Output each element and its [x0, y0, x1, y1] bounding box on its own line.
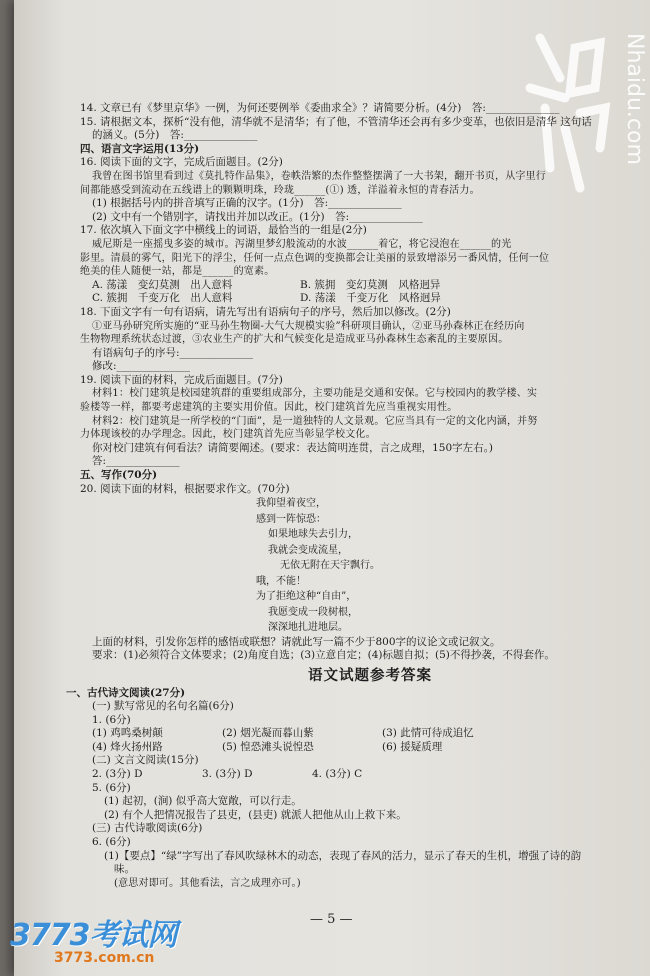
q16-material-2: 间都能感受到流动在五线谱上的颗颗明珠，玲珑______(①) 透，洋溢着永恒的青春活力。 — [80, 184, 480, 196]
question-14: 14. 文章已有《梦里京华》一例，为何还要例举《委曲求全》？请简要分析。(4分) 答:______________ — [80, 102, 560, 114]
section-5-heading: 五、写作(70分) — [80, 469, 158, 482]
option-c: C. 簇拥 千变万化 出人意料 — [92, 292, 233, 305]
logo-text: 3773考试网 — [10, 918, 177, 953]
option-a: A. 荡漾 变幻莫测 出人意料 — [92, 278, 233, 291]
section-4-heading: 四、语言文字运用(13分) — [80, 142, 200, 155]
q17-options-row2 — [80, 292, 600, 306]
question-15-line1: 15. 请根据文本，探析“没有他，清华就不是清华；有了他，不管清华还会再有多少变革，也依旧是清华 这句话 — [80, 115, 592, 128]
q17-material-3: 绝美的佳人随便一站，都是______的宽素。 — [80, 266, 275, 278]
answer-section-1: 一、古代诗文阅读(27分) — [66, 686, 186, 699]
document-body — [66, 102, 600, 890]
q16-sub-2: (2) 文中有一个错别字，请找出并加以改正。(1分) 答:______________ — [92, 210, 423, 223]
answer-sub-2: (二) 文言文阅读(15分) — [92, 754, 199, 767]
option-b: B. 簇拥 变幻莫测 风格迥异 — [300, 278, 441, 291]
q16-sub-1: (1) 根据括号内的拼音填写正确的汉字。(1分) 答:______________ — [92, 197, 402, 210]
answer-q4: 4. (3分) C — [312, 768, 363, 781]
page-number: — 5 — — [310, 912, 353, 927]
poem — [80, 496, 600, 636]
answer-item: (6) 援疑质理 — [382, 740, 443, 753]
q17-material-2: 影里。清晨的雾气，阳光下的浮尘，任何一点点色调的变换都会让美丽的景致增添另一番风情，任何一位 — [80, 252, 550, 264]
option-d: D. 荡漾 千变万化 风格迥异 — [300, 292, 441, 305]
answer-q6-note: (意思对即可。其他看法，言之成理亦可。) — [114, 877, 301, 889]
poem-line: 我愿变成一段树根， — [268, 606, 358, 618]
answer-q6-1b: 味。 — [114, 863, 135, 876]
poem-line: 感到一阵惊恐： — [256, 513, 326, 525]
q18-sub-2: 修改:______________ — [92, 360, 191, 373]
poem-line: 为了拒绝这种“自由”， — [256, 591, 357, 603]
q20-prompt: 上面的材料，引发你怎样的感悟或联想？请就此写一篇不少于800字的议论文或记叙文。 — [92, 635, 501, 648]
answer-item: (2) 烟光凝而暮山紫 — [222, 727, 314, 740]
poem-line: 我就会变成流星， — [268, 544, 348, 556]
answer-key-title: 语文试题参考答案 — [308, 666, 432, 684]
poem-line: 我仰望着夜空， — [256, 498, 326, 510]
q20-requirements: 要求：(1)必须符合文体要求；(2)角度自选；(3)立意自定；(4)标题自拟；(5)不得抄袭，不得套作。 — [92, 649, 555, 662]
answer-q5-1: (1) 起初，(涧) 似乎高大宽敞，可以行走。 — [104, 795, 302, 808]
q19-material-2a: 材料2：校门建筑是一所学校的“门面”，是一道独特的人文景观。它应当具有一定的文化内涵，并努 — [92, 415, 538, 427]
answer-q6: 6. (6分) — [92, 836, 131, 849]
poem-line: 深深地扎进地层。 — [268, 622, 348, 634]
poem-line: 哦，不能！ — [256, 575, 306, 587]
question-16: 16. 阅读下面的文字，完成后面题目。(2分) — [80, 156, 283, 169]
q16-material-1: 我曾在图书馆里看到过《莫扎特作品集》，卷帙浩繁的杰作整整摆满了一大书架，翻开书页，从字里行 — [92, 170, 546, 182]
q19-material-1a: 材料1：校门建筑是校园建筑群的重要组成部分，主要功能是交通和安保。它与校园内的教学楼、实 — [92, 388, 538, 400]
poem-line: 如果地球失去引力， — [268, 529, 358, 541]
question-20: 20. 阅读下面的材料，根据要求作文。(70分) — [80, 482, 290, 495]
q19-material-1b: 验楼等一样，都要考虑建筑的主要实用价值。因此，校门建筑首先应当重视实用性。 — [80, 402, 458, 414]
3773-logo — [10, 910, 177, 966]
q17-material-1: 威尼斯是一座摇曳多姿的城市。泻湖里梦幻般流动的水波______着它，将它浸泡在______的光 — [92, 238, 512, 250]
answer-sub-3: (三) 古代诗歌阅读(6分) — [92, 822, 203, 835]
q19-material-2b: 力体现该校的办学理念。因此，校门建筑首先应当彰显学校文化。 — [80, 429, 376, 441]
answer-q5: 5. (6分) — [92, 781, 131, 794]
q18-sub-1: 有语病句子的序号:______________ — [92, 346, 254, 359]
answer-item: (4) 烽火扬州路 — [92, 740, 163, 753]
answer-item: (5) 惶恐滩头说惶恐 — [222, 740, 314, 753]
answer-q1: 1. (6分) — [92, 713, 131, 726]
svg-text:Nhaidu.com: Nhaidu.com — [622, 33, 647, 165]
logo-url: 3773.com.cn — [54, 950, 155, 966]
q18-material-2: 生物物理系统状态过渡，③农业生产的扩大和气候变化是造成亚马孙森林生态紊乱的主要原因。 — [80, 334, 509, 346]
answer-item: (1) 鸡鸣桑树颠 — [92, 727, 163, 740]
answer-q1-grid — [80, 727, 600, 754]
answer-sub-1: (一) 默写常见的名句名篇(6分) — [92, 700, 234, 713]
q19-prompt: 你对校门建筑有何看法？请简要阐述。(要求：表达简明连贯，言之成理，150字左右。) — [92, 441, 493, 454]
answer-q6-1a: (1)【要点】“绿”字写出了春风吹绿林木的动态，表现了春风的活力，显示了春天的生机，增强了诗的韵 — [104, 849, 582, 862]
answer-item: (3) 此情可待成追忆 — [382, 727, 474, 740]
q17-options-row1 — [80, 279, 600, 293]
q19-answer: 答:______________ — [92, 455, 180, 468]
answer-q2-4 — [80, 768, 600, 782]
question-17: 17. 依次填入下面文字中横线上的词语，最恰当的一组是(2分) — [80, 224, 367, 237]
answer-q2: 2. (3分) D — [92, 768, 143, 781]
poem-line: 无依无附在天宇飘行。 — [280, 560, 380, 572]
q18-material-1: ①亚马孙研究所实施的“亚马孙生物圈-大气大规模实验”科研项目确认，②亚马孙森林正在经历向 — [92, 320, 525, 332]
answer-q5-2: (2) 有个人把情况报告了县吏，(县吏) 就派人把他从山上救下来。 — [104, 808, 407, 821]
answer-q3: 3. (3分) D — [202, 768, 253, 781]
question-15-line2: 的涵义。(5分) 答:______________ — [92, 129, 258, 142]
question-18: 18. 下面文字有一句有语病，请先写出有语病句子的序号，然后加以修改。(2分) — [80, 305, 451, 318]
question-19: 19. 阅读下面的材料，完成后面题目。(7分) — [80, 373, 283, 386]
